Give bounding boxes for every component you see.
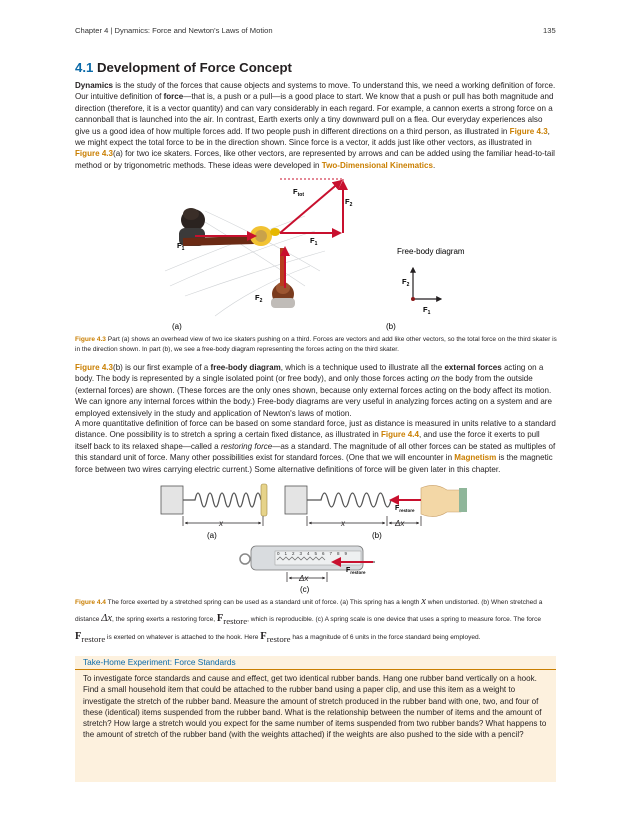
caption-label: Figure 4.3 [75, 336, 106, 343]
caption-text: when undistorted. (b) When stretched a distance [75, 599, 543, 623]
paragraph-free-body [75, 362, 557, 419]
para-text: is the magnetic force between two wires carrying electric current.) Some alternative definitions of force will be given later in this chapter. [75, 453, 553, 474]
para-text: , which is a technique used to illustrate all the [280, 363, 445, 372]
label-figure-4-4-b: (b) [372, 531, 382, 540]
label-figure-4-3-a: (a) [172, 322, 182, 331]
caption-text: , the spring exerts a restoring force, [112, 616, 217, 623]
caption-text: Part (a) shows an overhead view of two ice skaters pushing on a third. Forces are vectors and add like other vectors, so the total force on the third skater is in the direction shown. In part (b), we see a free-body diagram representing the forces acting on the third skater. [75, 336, 557, 353]
label-x-a: x [219, 519, 223, 528]
para-text: —that is, a push or a pull—is a good place to start. We know that a push or pull has both magnitude and direction (therefore, it is a vector quantity) and can vary considerably in each regard. For example, a cannon exerts a strong force on a cannonball that is launched into the air. In contrast, Earth exerts only a tiny downward pull on a flea. Our everyday experiences also give us a good idea of how multiple forces add. If two people push in different directions on a third person, as illustrated in [75, 92, 554, 136]
label-f-restore-b: $F_{restore}$ [395, 505, 415, 513]
para-text: —as a standard. The magnitude of all other forces can be stated as multiples of this standard unit of force. Many other possibilities exist for standard forces. (One that we will encounter in [75, 441, 556, 463]
emphasis-on: on [430, 374, 440, 384]
page-number: 135 [543, 26, 556, 35]
term-free-body-diagram: free-body diagram [210, 363, 281, 372]
experiment-text: To investigate force standards and cause and effect, get two identical rubber bands. Hang one rubber band vertically on a hook. Find a small household item that could be attached to the rubber band using a paper clip, and use this item as a weight to investigate the stretch of the rubber band. Measure the amount of stretch produced in the rubber band with one, two, and four of these (identical) items suspended from the rubber band. What is the relationship between the number of items and the amount of stretch? How large a stretch would you expect for the same number of items suspended from two rubber bands? What happens to the amount of stretch of the rubber band (with the weights attached) if the weights are also pushed to the side with a pencil? [83, 674, 547, 740]
math-x: x [421, 596, 426, 607]
label-f1-right: $F_1$ [310, 236, 318, 247]
label-dx-b: Δx [395, 519, 405, 528]
figure-4-3-caption [75, 335, 557, 355]
svg-text:1: 1 [284, 551, 288, 556]
running-header: Chapter 4 | Dynamics: Force and Newton's Laws of Motion [75, 26, 273, 35]
fbd-label-f2: $F_2$ [402, 277, 410, 288]
section-number: 4.1 [75, 60, 94, 75]
label-figure-4-4-a: (a) [207, 531, 217, 540]
free-body-diagram-title: Free-body diagram [397, 247, 465, 256]
paragraph-dynamics [75, 80, 557, 171]
para-text: , we might expect the total force to be in the direction shown. Since force is a vector, it adds just like other vectors, as illustrated in [75, 126, 550, 148]
svg-text:3: 3 [299, 551, 303, 556]
section-title [75, 60, 292, 75]
caption-text: The force exerted by a stretched spring can be used as a standard unit of force. (a) This spring has a length [105, 599, 422, 606]
term-force: force [163, 92, 184, 102]
math-f-restore: $F_{restore}$ [260, 631, 291, 645]
link-two-dimensional-kinematics[interactable]: Two-Dimensional Kinematics [321, 160, 433, 170]
experiment-title: Take-Home Experiment: Force Standards [75, 656, 556, 670]
para-text: is the study of the forces that cause objects and systems to move. To understand this, we need a working definition of force. Our intuitive definition of [75, 81, 556, 102]
caption-text: is exerted on whatever is attached to the hook. Here [105, 634, 261, 642]
para-text: , and use the force it exerts to pull itself back to its relaxed shape—called a [75, 430, 540, 451]
svg-text:5: 5 [314, 551, 318, 556]
label-figure-4-4-c: (c) [300, 585, 310, 594]
link-figure-4-3[interactable]: Figure 4.3 [75, 149, 114, 159]
para-text: the body from the outside (external forces) are shown. (These forces are the only ones shown, because only external forces acting on the body affect its motion. We can ignore any internal forces within the body.) Free-body diagrams are very useful in analyzing forces acting on a system and are employed extensively in the study and application of Newton's laws of motion. [75, 374, 552, 418]
spring-a [161, 484, 267, 528]
label-dx-c: Δx [299, 574, 309, 583]
figure-4-3 [75, 176, 557, 334]
fbd-label-f1: $F_1$ [423, 305, 431, 316]
label-f-restore-c: $F_{restore}$ [346, 567, 366, 575]
label-f1-left: $F_1$ [177, 241, 185, 252]
figure-4-4 [75, 480, 557, 594]
figure-4-4-caption [75, 594, 557, 647]
para-text: acting on a body. The body is represented by a single isolated point (or free body), and only those forces acting [75, 363, 544, 384]
caption-text: , which is reproducible. (c) A spring scale is one device that uses a spring to measure force. The force [247, 616, 542, 623]
svg-text:4: 4 [307, 551, 310, 556]
svg-text:2: 2 [292, 551, 295, 556]
link-figure-4-4[interactable]: Figure 4.4 [380, 430, 419, 440]
math-f-restore: $F_{restore}$ [216, 613, 248, 627]
para-text: (a) for two ice skaters. Forces, like other vectors, are represented by arrows and can be added using the familiar head-to-tail method or by trigonometric methods. These ideas were developed in [75, 149, 555, 170]
svg-text:9: 9 [344, 551, 348, 556]
svg-text:6: 6 [322, 551, 325, 556]
para-text: A more quantitative definition of force can be based on some standard force, just as distance is measured in units relative to a standard distance. One possibility is to stretch a spring a certain fixed distance, as illustrated in [75, 419, 556, 440]
term-dynamics: Dynamics [75, 81, 114, 90]
svg-text:7: 7 [329, 551, 333, 556]
term-external-forces: external forces [444, 363, 502, 372]
math-dx: Δx [101, 613, 113, 624]
spring-b [285, 485, 467, 528]
emphasis-restoring-force: restoring force [220, 441, 273, 451]
label-f-tot: $F_{tot}$ [293, 187, 304, 198]
fbd-point [411, 297, 415, 301]
section-title-text: Development of Force Concept [97, 60, 292, 75]
para-text: . [432, 160, 436, 170]
label-x-b: x [341, 519, 345, 528]
skater-left [179, 208, 257, 246]
svg-text:0: 0 [277, 551, 280, 556]
caption-text: has a magnitude of 6 units in the force standard being employed. [290, 634, 481, 642]
link-magnetism[interactable]: Magnetism [454, 453, 497, 463]
label-f2-bottom: $F_2$ [255, 293, 263, 304]
svg-text:8: 8 [337, 551, 340, 556]
label-figure-4-3-b: (b) [386, 322, 396, 331]
skater-bottom [271, 248, 295, 308]
arrow-f-tot [280, 181, 341, 233]
spring-scale [240, 546, 375, 583]
math-f-restore: $F_{restore}$ [75, 631, 106, 645]
caption-label: Figure 4.4 [75, 599, 106, 606]
label-f2-side: $F_2$ [345, 197, 353, 208]
paragraph-standard-force [75, 418, 557, 475]
link-figure-4-3[interactable]: Figure 4.3 [509, 126, 548, 136]
link-figure-4-3[interactable]: Figure 4.3 [75, 363, 114, 372]
para-text: (b) is our first example of a [113, 363, 211, 372]
